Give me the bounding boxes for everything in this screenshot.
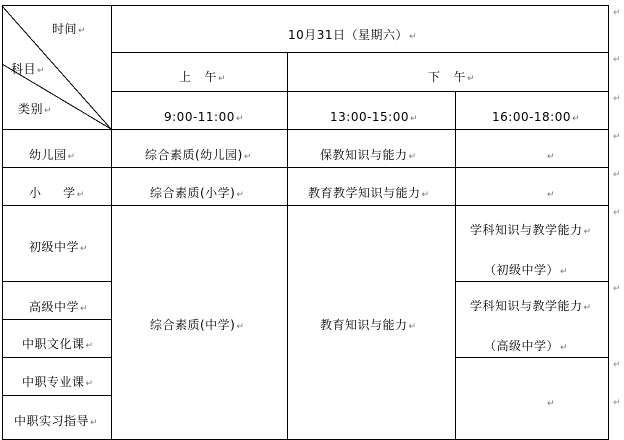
cell-junior-afternoon-2-line2: （初级中学）↵: [484, 263, 569, 277]
row-label-vocational-culture: 中职文化课↵: [22, 337, 94, 351]
row-label-vocational-internship: 中职实习指导↵: [14, 414, 99, 428]
afternoon-header: 下 午↵: [428, 70, 475, 84]
cell-kindergarten-morning: 综合素质(幼儿园)↵: [145, 148, 252, 162]
margin-mark: ↵: [613, 94, 621, 104]
row-label-primary: 小 学↵: [29, 186, 85, 200]
margin-mark: ↵: [613, 284, 621, 294]
row-label-vocational-major: 中职专业课↵: [22, 375, 94, 389]
corner-subject-label: 科目↵: [11, 62, 46, 76]
cell-primary-morning: 综合素质(小学)↵: [150, 186, 245, 200]
slot-afternoon-2: 16:00-18:00↵: [492, 110, 581, 124]
corner-time-label: 时间↵: [52, 22, 87, 36]
cell-primary-afternoon-1: 教育教学知识与能力↵: [308, 186, 430, 200]
cell-kindergarten-afternoon-2: ↵: [547, 152, 556, 162]
morning-header: 上 午↵: [179, 70, 226, 84]
cell-secondary-morning: 综合素质(中学)↵: [150, 318, 245, 332]
cell-senior-afternoon-2-line1: 学科知识与教学能力↵: [470, 299, 592, 313]
margin-mark: ↵: [613, 132, 621, 142]
cell-vocational-afternoon-2: ↵: [547, 399, 556, 409]
row-label-kindergarten: 幼儿园↵: [29, 148, 76, 162]
margin-mark: ↵: [613, 55, 621, 65]
margin-mark: ↵: [613, 208, 621, 218]
exam-date: 10月31日（星期六）↵: [288, 28, 418, 42]
margin-mark: ↵: [613, 398, 621, 408]
slot-morning: 9:00-11:00↵: [164, 110, 244, 124]
margin-mark: ↵: [613, 8, 621, 18]
corner-category-label: 类别↵: [18, 102, 53, 116]
row-label-senior: 高级中学↵: [29, 300, 89, 314]
cell-kindergarten-afternoon-1: 保教知识与能力↵: [320, 148, 417, 162]
margin-mark: ↵: [613, 170, 621, 180]
row-label-junior: 初级中学↵: [29, 240, 89, 254]
slot-afternoon-1: 13:00-15:00↵: [330, 110, 419, 124]
cell-junior-afternoon-2-line1: 学科知识与教学能力↵: [470, 223, 592, 237]
cell-secondary-afternoon-1: 教育知识与能力↵: [320, 318, 417, 332]
cell-primary-afternoon-2: ↵: [547, 190, 556, 200]
margin-mark: ↵: [613, 360, 621, 370]
cell-senior-afternoon-2-line2: （高级中学）↵: [484, 339, 569, 353]
